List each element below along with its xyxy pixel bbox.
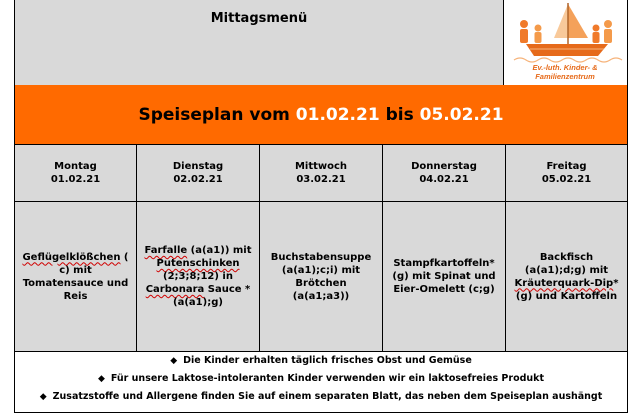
- kita-logo: [503, 0, 627, 85]
- notes-section: [15, 352, 627, 412]
- day-date: 03.02.21: [296, 174, 346, 185]
- meal-cell-friday: [506, 202, 627, 351]
- day-header-tuesday: [137, 145, 260, 201]
- meal-cell-thursday: [383, 202, 506, 351]
- day-date: 05.02.21: [541, 174, 592, 185]
- meal-text: Farfalle (a(a1)) mit Putenschinken (2;3;8;12) in Carbonara Sauce *(a(a1);g): [144, 245, 252, 308]
- day-header-wednesday: [260, 145, 383, 201]
- meal-cell-monday: [15, 202, 137, 351]
- meal-cell-wednesday: [260, 202, 383, 351]
- banner: [15, 85, 627, 145]
- meal-text: Stampfkartoffeln* (g) mit Spinat und Eier-Omelett (c;g): [392, 258, 496, 295]
- note-item: ◆ Für unsere Laktose-intoleranten Kinder verwenden wir ein laktosefreies Produkt: [97, 373, 545, 384]
- day-name: Donnerstag: [411, 161, 477, 172]
- logo-text-line1: Ev.-luth. Kinder- &: [532, 63, 598, 72]
- meal-text: Buchstabensuppe (a(a1);c;i) mit Brötchen (a(a1;a3)): [270, 251, 372, 302]
- day-name: Mittwoch: [294, 161, 348, 172]
- logo-text-line2: Familienzentrum: [535, 72, 595, 81]
- menu-table: [14, 0, 628, 413]
- day-name: Freitag: [546, 161, 587, 172]
- banner-prefix: Speiseplan vom: [138, 105, 290, 125]
- diamond-bullet-icon: ◆: [39, 392, 47, 402]
- banner-end-date: 05.02.21: [419, 105, 504, 125]
- meal-cell-tuesday: [137, 202, 260, 351]
- day-header-row: [15, 145, 627, 202]
- day-header-monday: [15, 145, 137, 201]
- boat-family-logo-icon: [504, 0, 627, 85]
- note-item: ◆ Zusatzstoffe und Allergene finden Sie auf einem separaten Blatt, das neben dem Speiseplan aushängt: [39, 391, 603, 402]
- note-item: ◆ Die Kinder erhalten täglich frisches Obst und Gemüse: [170, 355, 472, 366]
- banner-start-date: 01.02.21: [295, 105, 380, 125]
- meal-text: Geflügelklößchen ( c) mit Tomatensauce und Reis: [22, 251, 129, 302]
- meal-row: [15, 202, 627, 352]
- diamond-bullet-icon: ◆: [170, 356, 178, 366]
- day-date: 02.02.21: [173, 174, 223, 185]
- meal-text: Backfisch (a(a1);d;g) mit Kräuterquark-Dip* (g) und Kartoffeln: [514, 251, 619, 302]
- day-header-friday: [506, 145, 627, 201]
- day-name: Dienstag: [172, 161, 224, 172]
- page-title: Mittagsmenü: [210, 11, 308, 26]
- header-row: [15, 0, 627, 86]
- day-header-thursday: [383, 145, 506, 201]
- banner-middle: bis: [385, 105, 414, 125]
- day-date: 01.02.21: [50, 174, 101, 185]
- day-name: Montag: [54, 161, 97, 172]
- day-date: 04.02.21: [419, 174, 469, 185]
- diamond-bullet-icon: ◆: [97, 374, 105, 384]
